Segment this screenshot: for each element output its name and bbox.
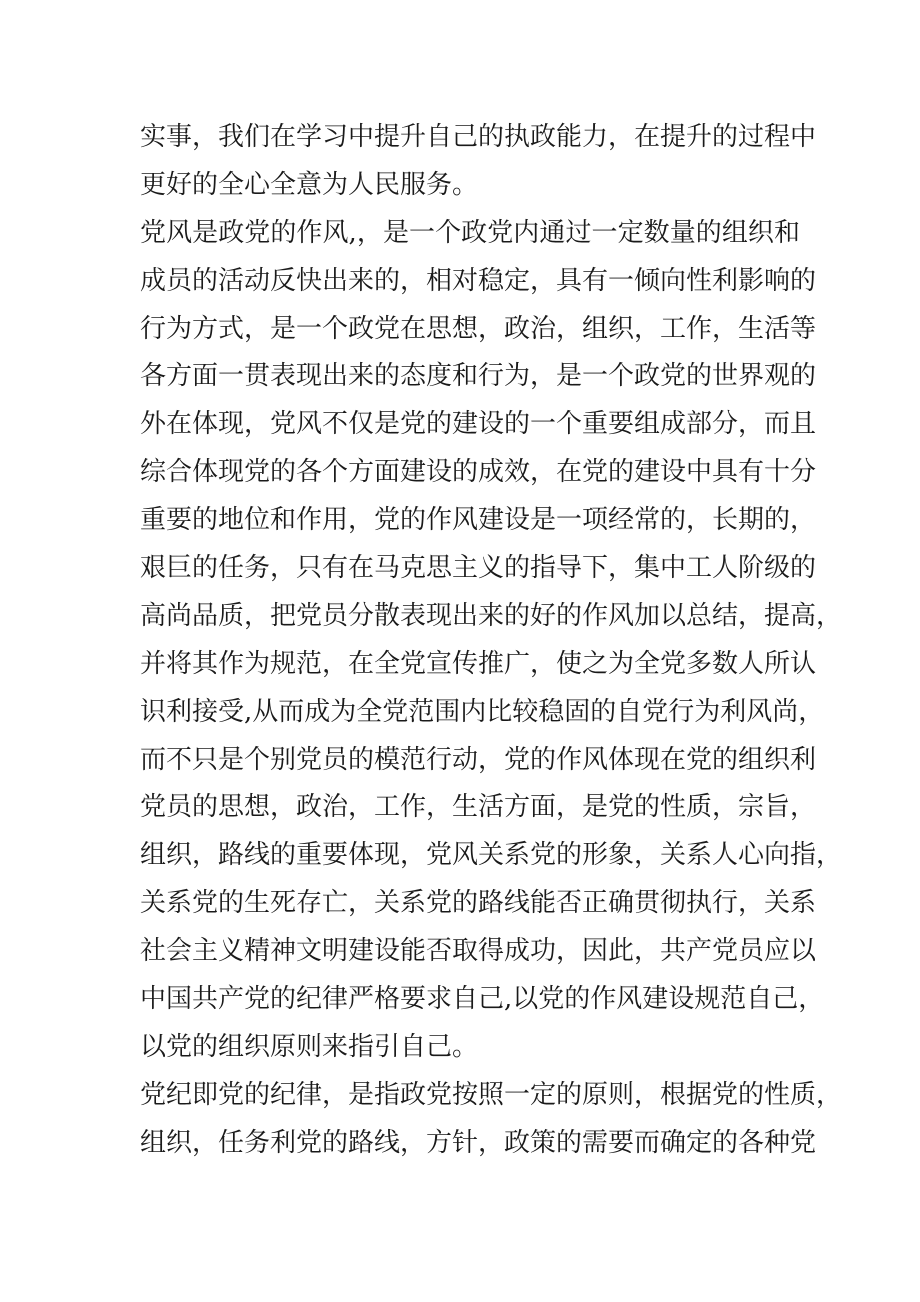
text-line: 综合体现党的各个方面建设的成效，在党的建设中具有十分 <box>140 457 817 488</box>
text-line: 关系党的生死存亡，关系党的路线能否正确贯彻执行，关系 <box>140 888 817 919</box>
paragraph-2 <box>140 210 843 1072</box>
text-line: 党风是政党的作风,，是一个政党内通过一定数量的组织和 <box>140 217 800 248</box>
text-line: 外在体现，党风不仅是党的建设的一个重要组成部分，而且 <box>140 409 817 440</box>
text-line: 各方面一贯表现出来的态度和行为，是一个政党的世界观的 <box>140 361 817 392</box>
text-line: 识利接受,从而成为全党范围内比较稳固的自党行为利风尚， <box>140 696 825 727</box>
text-line: 高尚品质，把党员分散表现出来的好的作风加以总结，提高， <box>140 600 843 631</box>
text-line: 组织，路线的重要体现，党风关系党的形象，关系人心向指， <box>140 840 843 871</box>
paragraph-3 <box>140 1072 843 1168</box>
text-line: 成员的活动反快出来的，相对稳定，具有一倾向性利影响的 <box>140 265 817 296</box>
text-line: 党纪即党的纪律，是指政党按照一定的原则，根据党的性质， <box>140 1079 843 1110</box>
text-line: 组织，任务利党的路线，方针，政策的需要而确定的各种党 <box>140 1127 817 1158</box>
text-line: 行为方式，是一个政党在思想，政治，组织，工作，生活等 <box>140 313 817 344</box>
text-line: 党员的思想，政治，工作，生活方面，是党的性质，宗旨， <box>140 792 817 823</box>
text-line: 以党的组织原则来指引自己。 <box>140 1031 479 1062</box>
text-line: 实事，我们在学习中提升自己的执政能力，在提升的过程中 <box>140 122 817 152</box>
text-line: 中国共产党的纪律严格要求自己,以党的作风建设规范自己， <box>140 984 825 1015</box>
text-line: 而不只是个别党员的模范行动，党的作风体现在党的组织利 <box>140 744 817 775</box>
text-line: 更好的全心全意为人民服务。 <box>140 169 479 200</box>
text-line: 艰巨的任务，只有在马克思主义的指导下，集中工人阶级的 <box>140 553 817 584</box>
document-body <box>140 114 843 1168</box>
paragraph-1 <box>140 114 817 210</box>
text-line: 社会主义精神文明建设能否取得成功，因此，共产党员应以 <box>140 936 817 967</box>
text-line: 并将其作为规范，在全党宣传推广，使之为全党多数人所认 <box>140 648 817 679</box>
text-line: 重要的地位和作用，党的作风建设是一项经常的，长期的， <box>140 505 817 536</box>
